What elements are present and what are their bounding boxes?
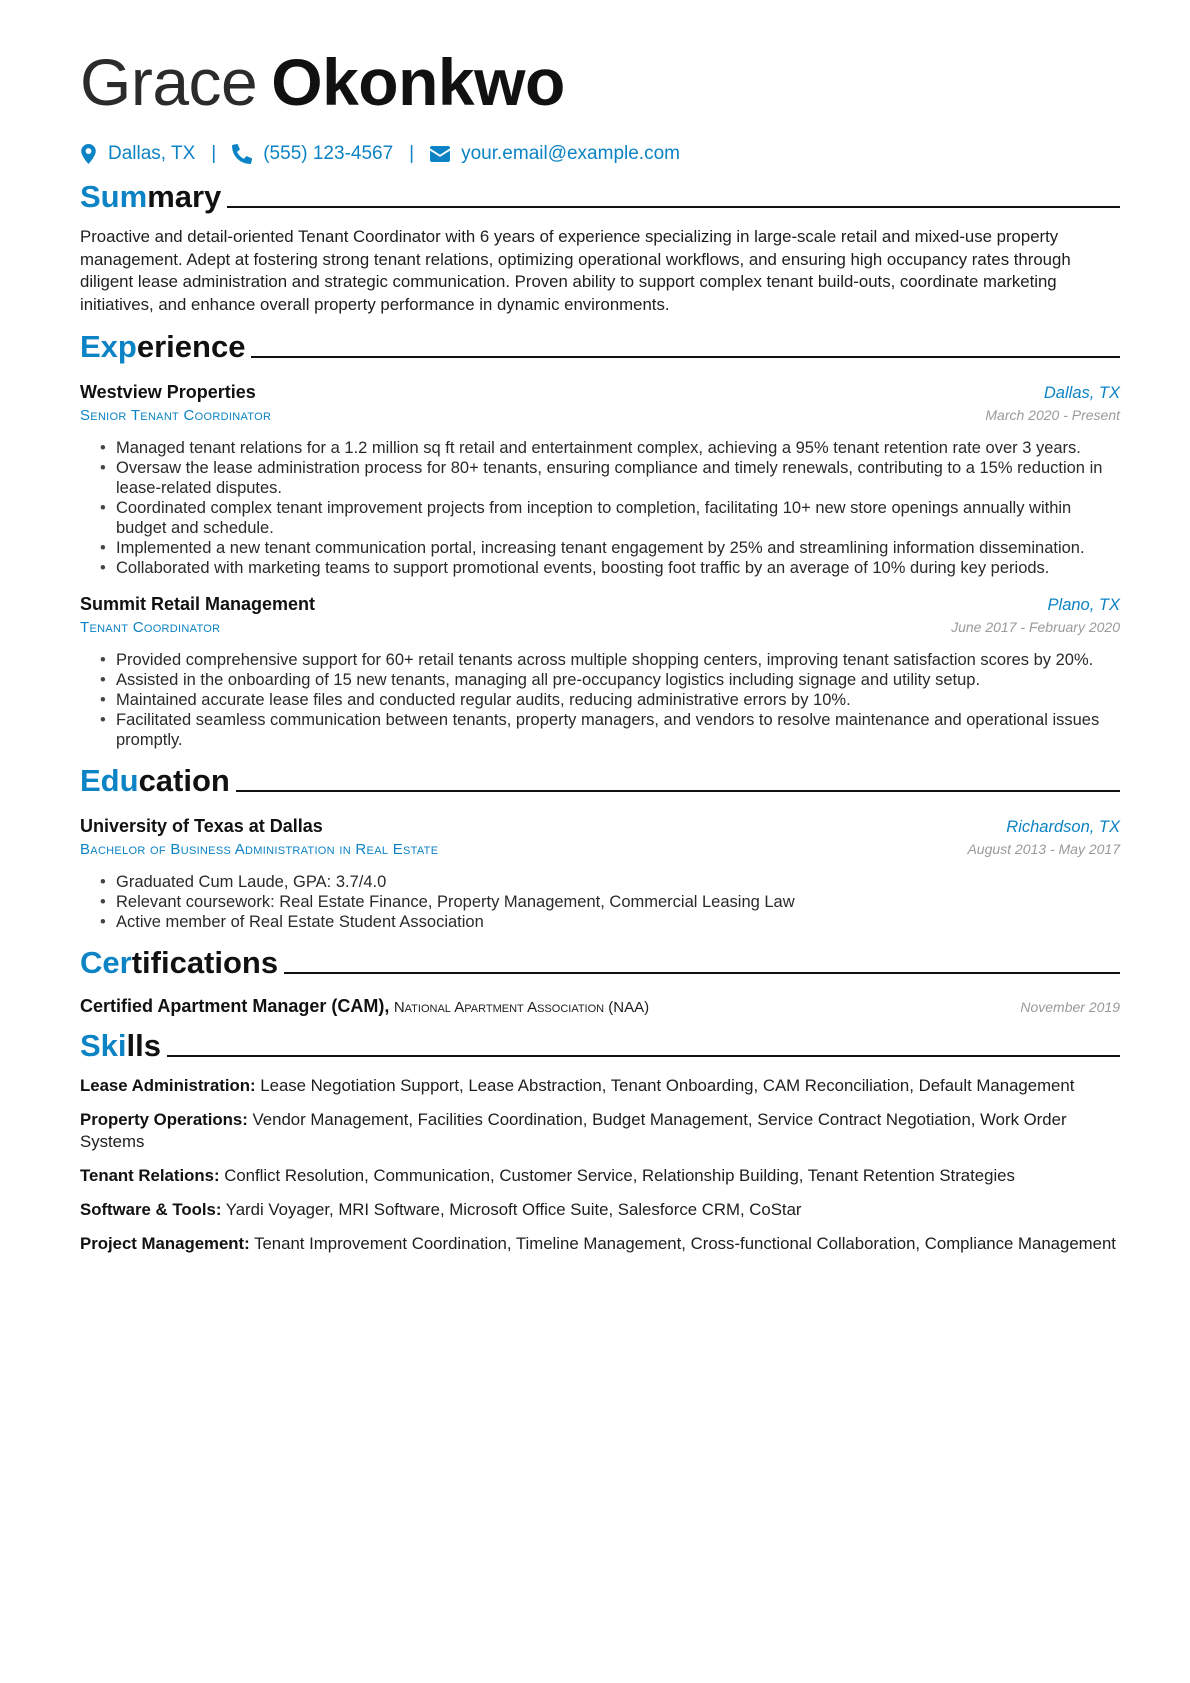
section-rule (236, 790, 1120, 792)
section-rule (167, 1055, 1120, 1057)
contact-location (80, 143, 195, 165)
section-title: Certifications (80, 945, 279, 980)
certification-issuer: National Apartment Association (NAA) (393, 999, 650, 1016)
email-link[interactable]: your.email@example.com (461, 143, 680, 164)
school-location: Richardson, TX (1006, 818, 1120, 836)
certification-date: November 2019 (1020, 999, 1120, 1015)
skill-category: Lease Administration: (80, 1076, 256, 1095)
skill-list: Yardi Voyager, MRI Software, Microsoft Office Suite, Salesforce CRM, CoStar (225, 1200, 802, 1219)
resume-page (80, 0, 1120, 1255)
skill-row (80, 1075, 1120, 1097)
phone-icon (232, 144, 252, 164)
skill-row (80, 1109, 1120, 1153)
envelope-icon (430, 144, 450, 164)
section-rule (227, 206, 1120, 208)
skill-list: Vendor Management, Facilities Coordination, Budget Management, Service Contract Negotiation, Work Order Systems (80, 1110, 1067, 1151)
job-title: Tenant Coordinator (80, 619, 221, 636)
skill-row (80, 1165, 1120, 1187)
skill-row (80, 1233, 1120, 1255)
bullet-item: • Collaborated with marketing teams to support promotional events, boosting foot traffic by an average of 10% during key periods. (116, 558, 1120, 578)
summary-text: Proactive and detail-oriented Tenant Coordinator with 6 years of experience specializing in large-scale retail and mixed-use property management. Adept at fostering strong tenant relations, optimizing operational workflows, and ensuring high occupancy rates through diligent lease administration and strategic communication. Proven ability to support complex tenant build-outs, coordinate marketing initiatives, and enhance overall property performance in dynamic environments. (80, 227, 1071, 314)
education-dates: August 2013 - May 2017 (967, 841, 1120, 857)
job-location: Dallas, TX (1043, 384, 1120, 402)
certification-separator: , (384, 996, 390, 1016)
bullet-item: • Implemented a new tenant communication portal, increasing tenant engagement by 25% and streamlining information dissemination. (116, 538, 1120, 558)
section-heading-education (80, 762, 1120, 800)
contact-separator: | (211, 143, 217, 164)
contact-email[interactable] (430, 143, 680, 165)
skill-list: Tenant Improvement Coordination, Timeline Management, Cross-functional Collaboration, Compliance Management (254, 1234, 1116, 1253)
skill-category: Project Management: (80, 1234, 250, 1253)
job-title: Senior Tenant Coordinator (80, 407, 272, 424)
section-heading-certifications (80, 944, 1120, 982)
bullet-item: • Facilitated seamless communication between tenants, property managers, and vendors to resolve maintenance and operational issues promptly. (116, 710, 1120, 750)
company-name: Westview Properties (80, 382, 256, 402)
contact-bar (80, 140, 1120, 168)
bullet-item: • Coordinated complex tenant improvement projects from inception to completion, facilitating 10+ new store openings annually within budget and schedule. (116, 498, 1120, 538)
skill-category: Software & Tools: (80, 1200, 222, 1219)
bullet-item: • Provided comprehensive support for 60+ retail tenants across multiple shopping centers, improving tenant satisfaction scores by 20%. (116, 650, 1120, 670)
school-name: University of Texas at Dallas (80, 816, 323, 836)
job-dates: March 2020 - Present (985, 407, 1120, 423)
company-name: Summit Retail Management (80, 594, 316, 614)
job-bullets (80, 650, 1120, 750)
contact-phone[interactable] (232, 143, 393, 165)
section-title: Skills (80, 1028, 161, 1063)
bullet-item: • Relevant coursework: Real Estate Finance, Property Management, Commercial Leasing Law (116, 892, 1120, 912)
section-heading-summary (80, 178, 1120, 216)
job-location: Plano, TX (1047, 596, 1120, 614)
bullet-item: • Active member of Real Estate Student Association (116, 912, 1120, 932)
last-name: Okonkwo (271, 45, 565, 119)
education-entry (80, 816, 1120, 932)
job-dates: June 2017 - February 2020 (951, 619, 1120, 635)
map-pin-icon (80, 144, 97, 164)
job-bullets (80, 438, 1120, 578)
section-heading-skills (80, 1027, 1120, 1065)
bullet-item: • Assisted in the onboarding of 15 new tenants, managing all pre-occupancy logistics including signage and utility setup. (116, 670, 1120, 690)
certification-name: Certified Apartment Manager (CAM) (80, 996, 385, 1016)
section-rule (284, 972, 1120, 974)
bullet-item: • Managed tenant relations for a 1.2 million sq ft retail and entertainment complex, achieving a 95% tenant retention rate over 3 years. (116, 438, 1120, 458)
bullet-item: • Maintained accurate lease files and conducted regular audits, reducing administrative errors by 10%. (116, 690, 1120, 710)
location-text: Dallas, TX (108, 143, 196, 164)
first-name: Grace (80, 45, 258, 119)
skill-row (80, 1199, 1120, 1221)
bullet-item: • Oversaw the lease administration process for 80+ tenants, ensuring compliance and timely renewals, contributing to a 15% reduction in lease-related disputes. (116, 458, 1120, 498)
bullet-item: • Graduated Cum Laude, GPA: 3.7/4.0 (116, 872, 1120, 892)
degree: Bachelor of Business Administration in Real Estate (80, 841, 439, 858)
section-title: Education (80, 763, 230, 798)
section-title: Experience (80, 329, 246, 364)
section-title: Summary (80, 179, 222, 214)
certification-entry (80, 996, 1120, 1017)
skill-list: Lease Negotiation Support, Lease Abstraction, Tenant Onboarding, CAM Reconciliation, Default Management (260, 1076, 1075, 1095)
job-entry (80, 594, 1120, 750)
contact-separator: | (409, 143, 415, 164)
skill-list: Conflict Resolution, Communication, Customer Service, Relationship Building, Tenant Retention Strategies (224, 1166, 1015, 1185)
section-rule (251, 356, 1120, 358)
education-bullets (80, 872, 1120, 932)
section-heading-experience (80, 328, 1120, 366)
job-entry (80, 382, 1120, 578)
phone-text[interactable]: (555) 123-4567 (263, 143, 394, 164)
skill-category: Property Operations: (80, 1110, 248, 1129)
candidate-name (80, 42, 1120, 122)
skill-category: Tenant Relations: (80, 1166, 220, 1185)
